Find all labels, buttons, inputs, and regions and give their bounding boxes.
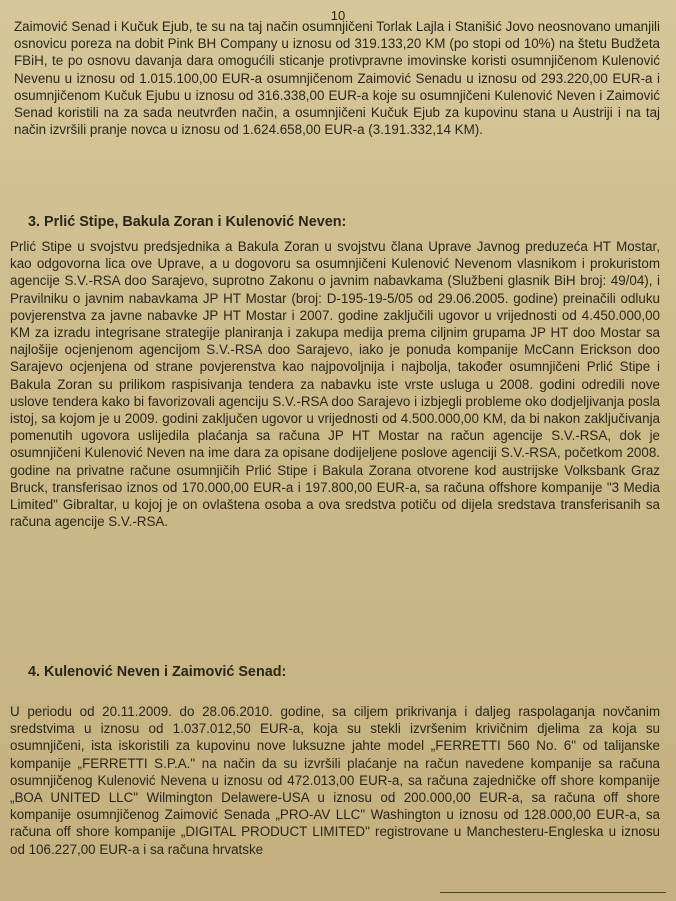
footnote-rule	[440, 892, 666, 893]
section-4-paragraph: U periodu od 20.11.2009. do 28.06.2010. godine, sa ciljem prikrivanja i daljeg raspolaganja novčanim sredstvima u iznosu od 1.037.012,50 EUR-a, koja su stekli izvršenim krivičnim djelima za koja su osumnjičeni, ista iskoristili za kupovinu nove luksuzne jahte model „FERRETTI 560 No. 6" od talijanske kompanije „FERRETTI S.P.A." na način da su izvršili plaćanje na račun navedene kompanije sa računa osumnjičenog Kulenović Nevena u iznosu od 472.013,00 EUR-a, sa računa zajedničke off shore kompanije „BOA UNITED LLC" Wilmington Delawere-USA u iznosu od 200.000,00 EUR-a, sa računa off shore kompanije osumnjičenog Zaimović Senada „PRO-AV LLC" Washington u iznosu od 128.000,00 EUR-a, sa računa off shore kompanije „DIGITAL PRODUCT LIMITED" registrovane u Manchesteru-Engleska u iznosu od 106.227,00 EUR-a i sa računa hrvatske	[10, 704, 660, 857]
intro-paragraph: Zaimović Senad i Kučuk Ejub, te su na taj način osumnjičeni Torlak Lajla i Stanišić Jovo neosnovano umanjili osnovicu poreza na dobit Pink BH Company u iznosu od 319.133,20 KM (po stopi od 10%) na štetu Budžeta FBiH, te po osnovu davanja dara omogućili sticanje protivpravne imovinske koristi osumnjičenom Kulenović Nevenu u iznosu od 1.015.100,00 EUR-a osumnjičenom Zaimović Senadu u iznosu od 293.220,00 EUR-a i osumnjičenom Kučuk Ejubu u iznosu od 316.338,00 EUR-a koje su osumnjičeni Kulenović Neven i Zaimović Senad koristili na za sada neutvrđen način, a osumnjičeni Kučuk Ejub za kupovinu stana u Austriji i na taj način izvršili pranje novca u iznosu od 1.624.658,00 EUR-a (3.191.332,14 KM).	[14, 19, 660, 138]
page-number: 10	[330, 8, 346, 23]
section-3-heading: 3. Prlić Stipe, Bakula Zoran i Kulenović Neven:	[28, 214, 347, 230]
section-4-heading: 4. Kulenović Neven i Zaimović Senad:	[28, 664, 287, 680]
section-3-paragraph: Prlić Stipe u svojstvu predsjednika a Bakula Zoran u svojstvu člana Uprave Javnog preduzeća HT Mostar, kao odgovorna lica ove Uprave, a u dogovoru sa osumnjičeni Kulenović Nevenom vlasnikom i prokuristom agencije S.V.-RSA doo Sarajevo, suprotno Zakonu o javnim nabavkama (Službeni glasnik BiH broj: 49/04), i Pravilniku o javnim nabavkama JP HT Mostar (broj: D-195-19-5/05 od 29.06.2005. godine) preinačili odluku povjerenstva za javne nabavke JP HT Mostar i 2007. godine zaključili ugovor u vrijednosti od 4.450.000,00 KM za izradu integrisane strategije planiranja i zakupa medija prema ciljnim grupama JP HT doo Mostar sa najlošije ocjenjenom agencijom S.V.-RSA doo Sarajevo, iako je ponuda kompanije McCann Erickson doo Sarajevo ocjenjena od strane povjerenstva kao najpovoljnija i najbolja, također osumnjičeni Prlić Stipe i Bakula Zoran su prilikom raspisivanja tendera za nabavku iste vrste usluga u 2008. godini odredili nove uslove tendera kako bi favorizovali agenciju S.V.-RSA doo Sarajevo i izbjegli probleme oko dodjeljivanja posla istoj, sa kojom je u 2009. godini zaključen ugovor u vrijednosti od 4.500.000,00 KM, da bi nakon zaključivanja pomenutih ugovora uslijedila plaćanja sa računa JP HT Mostar na račun agencije S.V.-RSA, dok je osumnjičeni Kulenović Neven na ime dara za opisane dodijeljene poslove agenciji S.V.-RSA, početkom 2008. godine na privatne račune osumnjičih Prlić Stipe i Bakula Zorana otvorene kod austrijske Volksbank Graz Bruck, transferisao iznos od 170.000,00 EUR-a i 197.800,00 EUR-a, sa računa offshore kompanije "3 Media Limited" Gibraltar, u kojoj je on ovlaštena osoba a ova sredstva potiču od dijela sredstava transferisanih sa računa agencije S.V.-RSA.	[10, 239, 660, 530]
